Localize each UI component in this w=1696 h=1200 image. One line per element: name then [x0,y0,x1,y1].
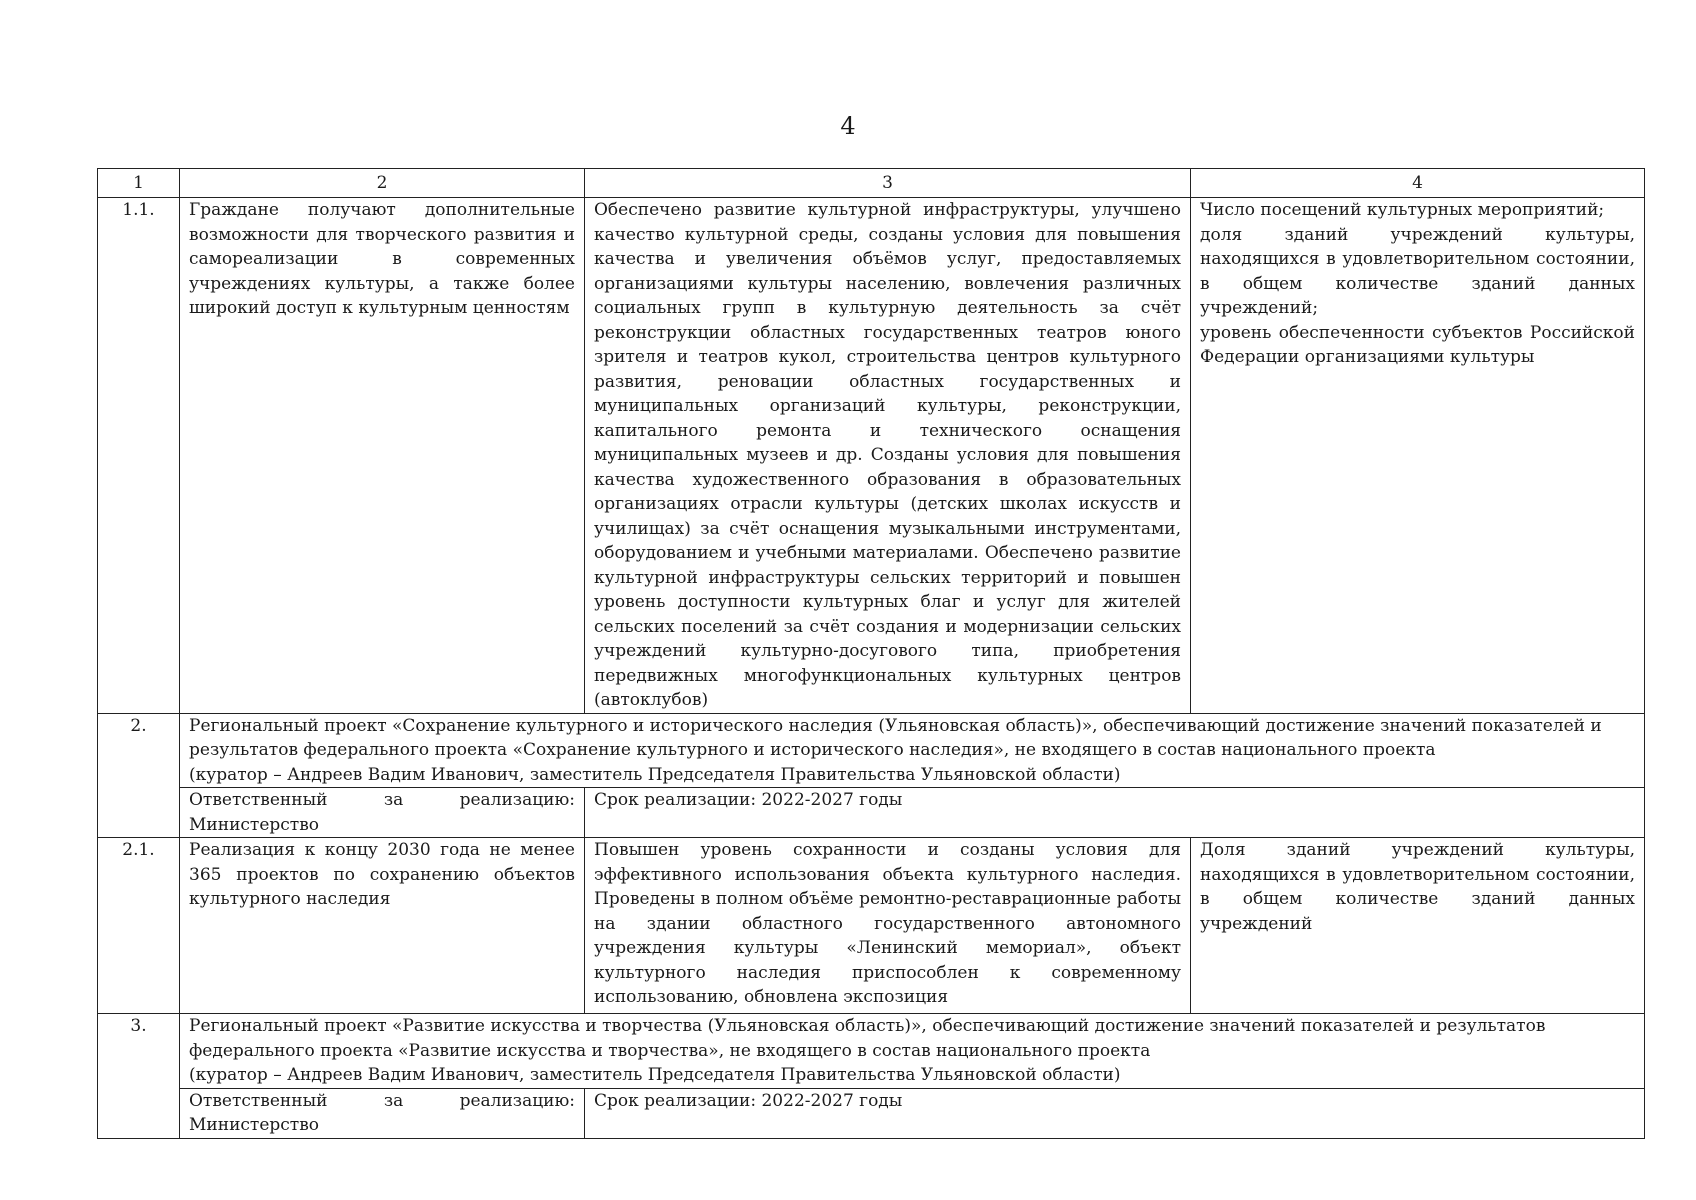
row-number: 2. [98,713,180,838]
project-title-cell [180,713,1645,788]
row-number: 3. [98,1014,180,1139]
project-title: Региональный проект «Развитие искусства и творчества (Ульяновская область)», обеспечивающий достижение значений показателей и результатов федерального проекта «Развитие искусства и творчества», не входящего в состав национального проекта [189,1016,1546,1061]
header-cell: 1 [98,169,180,198]
project-row [98,1014,1645,1089]
task-cell: Реализация к концу 2030 года не менее 365 проектов по сохранению объектов культурного наследия [180,838,585,1014]
indicator-line: доля зданий учреждений культуры, находящихся в удовлетворительном состоянии, в общем количестве зданий данных учреждений; [1200,224,1635,318]
indicator-cell: Доля зданий учреждений культуры, находящихся в удовлетворительном состоянии, в общем количестве зданий данных учреждений [1191,838,1645,1014]
indicator-line: Число посещений культурных мероприятий; [1200,200,1605,220]
project-curator: (куратор – Андреев Вадим Иванович, заместитель Председателя Правительства Ульяновской области) [189,1065,1121,1085]
responsible-cell: Ответственный за реализацию: Министерство [180,1088,585,1138]
table-row [98,838,1645,1014]
project-title-cell [180,1014,1645,1089]
header-cell: 4 [1191,169,1645,198]
page-number: 4 [840,112,856,140]
project-meta-row [98,788,1645,838]
project-title: Региональный проект «Сохранение культурного и исторического наследия (Ульяновская область)», обеспечивающий достижение значений показателей и результатов федерального проекта «Сохранение культурного и исторического наследия», не входящего в состав национального проекта [189,715,1602,760]
row-number: 1.1. [98,198,180,714]
program-table [97,168,1645,1139]
task-cell: Граждане получают дополнительные возможности для творческого развития и самореализации в современных учреждениях культуры, а также более широкий доступ к культурным ценностям [180,198,585,714]
term-cell: Срок реализации: 2022-2027 годы [585,1088,1645,1138]
project-meta-row [98,1088,1645,1138]
header-cell: 2 [180,169,585,198]
table-header-row [98,169,1645,198]
header-cell: 3 [585,169,1191,198]
responsible-cell: Ответственный за реализацию: Министерство [180,788,585,838]
indicator-line: уровень обеспеченности субъектов Российской Федерации организациями культуры [1200,322,1635,367]
term-cell: Срок реализации: 2022-2027 годы [585,788,1645,838]
row-number: 2.1. [98,838,180,1014]
project-curator: (куратор – Андреев Вадим Иванович, заместитель Председателя Правительства Ульяновской области) [189,764,1121,785]
indicator-cell [1191,198,1645,714]
table-row [98,198,1645,714]
project-row [98,713,1645,788]
result-cell: Повышен уровень сохранности и созданы условия для эффективного использования объекта культурного наследия. Проведены в полном объёме ремонтно-реставрационные работы на здании областного государственного автономного учреждения культуры «Ленинский мемориал», объект культурного наследия приспособлен к современному использованию, обновлена экспозиция [585,838,1191,1014]
result-cell: Обеспечено развитие культурной инфраструктуры, улучшено качество культурной среды, созданы условия для повышения качества и увеличения объёмов услуг, предоставляемых организациями культуры населению, вовлечения различных социальных групп в культурную деятельность за счёт реконструкции областных государственных театров юного зрителя и театров кукол, строительства центров культурного развития, реновации областных государственных и муниципальных организаций культуры, реконструкции, капитального ремонта и технического оснащения муниципальных музеев и др. Созданы условия для повышения качества художественного образования в образовательных организациях отрасли культуры (детских школах искусств и училищах) за счёт оснащения музыкальными инструментами, оборудованием и учебными материалами. Обеспечено развитие культурной инфраструктуры сельских территорий и повышен уровень доступности культурных благ и услуг для жителей сельских поселений за счёт создания и модернизации сельских учреждений культурно-досугового типа, приобретения передвижных многофункциональных культурных центров (автоклубов) [585,198,1191,714]
